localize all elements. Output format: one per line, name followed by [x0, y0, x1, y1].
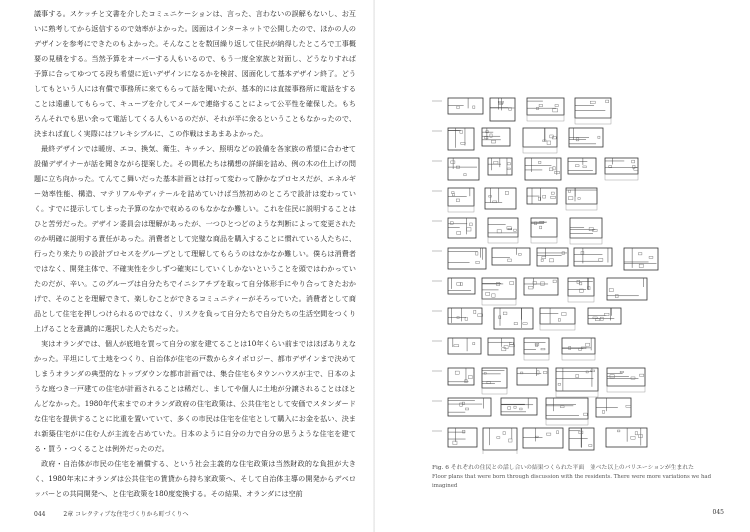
- floor-plan: [588, 308, 621, 324]
- floor-plan: [448, 368, 474, 385]
- floor-plan: [607, 368, 645, 392]
- floor-plan: [574, 248, 612, 266]
- floor-plan: [448, 248, 486, 269]
- plan-row: [432, 368, 645, 397]
- floor-plan: [566, 188, 597, 210]
- floor-plan: [492, 248, 530, 265]
- floor-plan: [448, 158, 479, 180]
- floor-plan: [524, 338, 549, 360]
- floor-plan: [482, 128, 510, 146]
- body-text: [34, 6, 356, 506]
- floor-plan: [448, 128, 474, 150]
- floor-plan: [525, 158, 561, 180]
- floor-plan: [448, 98, 483, 114]
- floor-plan: [448, 338, 481, 354]
- page-number-right: 045: [712, 509, 724, 516]
- floor-plan: [448, 428, 477, 447]
- floor-plan: [501, 398, 537, 415]
- floor-plan: [482, 278, 516, 305]
- page-number-left: 044: [34, 511, 46, 518]
- floor-plan: [524, 278, 558, 295]
- plan-row: [432, 128, 603, 153]
- floor-plan: [494, 308, 533, 329]
- floor-plan: [596, 398, 631, 417]
- floor-plan: [483, 428, 517, 454]
- floor-plan: [537, 248, 568, 266]
- floor-plan: [485, 188, 516, 209]
- plan-row: [432, 428, 647, 454]
- caption-japanese: Fig. 6 それぞれの住民との話し合いの結果つくられた平面 並べた以上のバリエーションが生まれた: [432, 465, 694, 471]
- plan-row: [432, 338, 595, 360]
- plan-row: [432, 158, 638, 180]
- floor-plan: [448, 188, 474, 212]
- floor-plan: [562, 338, 595, 360]
- paragraph: 実はオランダでは、個人が底地を買って自分の家を建てることは10年くらい前まではほぼありえなかった。平坦にして土地をつくり、自治体が住宅の戸数からタイポロジー、都市デザインまで決めてしまうオランダの典型的なトップダウンな都市計画では、集合住宅もタウンハウスが主で、日本のような庭つき一戸建ての住宅が計画されることは稀だし、ましてや個人に土地が分譲されることはほとんどなかった。1980年代末までのオランダ政府の住宅政策は、公共住宅として安価でスタンダードな住宅を提供することに比重を置いていて、多くの市民は住宅を住宅として購入にお金を払い、決まれ新築住宅がに住む人が主流を占めていた。日本のように自分の力で自分の思うような住宅を建てる・買う・つくることは例外だったのだ。: [34, 339, 356, 453]
- paragraph: 議事する。スケッチと文書を介したコミュニケーションは、言った、言わないの誤解もないし、お互いに熟考してから返信するので効率がよかった。図面はインターネットで公開したので、ほかの人のデザインを参考にできたのもよかった。そんなことを数回繰り返して住民が納得したところで工事概要の見積をする。当然予算をオーバーする人もいるので、もう一度全家族と対面し、どうなりすれば予算に合ってゆつてる段ち希望に近いデザインになるかを検討、図面化して基本デザイン終了。どうしてもという人には有償で事務所に来てもらって話を聞いたが、基本的には直接事務所に電話をすることは遠慮してもらって、キューブを介してメールで連絡することによって公平性を確保した。もちろんそれでも思い余って電話してくる人もいるのだが、それが半に余るということもなかったので、決まれば直しく実際にはフレキシブルに、この作戦はまあまあよかった。: [34, 9, 356, 138]
- floor-plan: [448, 218, 476, 238]
- right-page: [375, 0, 750, 532]
- plan-row: [432, 218, 602, 244]
- running-head: 2章 コレクティブな住宅づくりから町づくりへ: [63, 511, 189, 518]
- floor-plan: [523, 128, 557, 153]
- floor-plan: [517, 368, 548, 385]
- floor-plan-figure: [432, 92, 690, 454]
- paragraph: 最終デザインでは暖房、エコ、換気、衛生、キッチン、照明などの設備を各家族の希望に合わせて設備デザイナーが話を聞きながら提案した。その間私たちは構想の詳細を詰め、例の木の仕上げの問題に立ち向かった。てんてこ舞いだった基本計画とは打って変わって静かなプロセスだが、エネルギー効率性能、構造、マテリアルやディテールを詰めていけば当然初めのところで設計は変わっていく。すでに提示してしまった予算のなかで収めるのもなかなか難しい。これを住民に説明することはひと苦労だった。デザイン委員会は理解があったが、一つひとつどのような判断によって変更されたのか明確に説明する責任があった。消費者として完璧な商品を購入することに慣れている人たちに、行ったり来たりの設計プロセスをグループとして理解してもらうのはなかなか難しい。僕らは消費者ではなく、開発主体で、不確実性を少しずつ確実にしていくしかないということを頭ではわかっていたのだが、辛い。このグループは自分たちでイニシアチブを取って自分体形手にやり合ってきたおかげで、そのことを理解できて、楽しむことができるコミュニティーがそろっていた。消費者として商品として住宅を押しつけられるのではなく、リスクを負って自分たちで自分たちの生活空間をつくり上げることを意識的に選択した人たちだった。: [34, 144, 356, 333]
- caption-english: Floor plans that were born through discussion with the residents. There were more variations we had imagined: [432, 474, 712, 489]
- plan-row: [432, 308, 621, 330]
- floor-plan: [568, 278, 594, 302]
- plan-row: [432, 398, 631, 425]
- floor-plan: [624, 248, 658, 270]
- left-footer: [34, 509, 205, 518]
- floor-plan: [569, 428, 594, 450]
- floor-plan: [568, 158, 596, 174]
- floor-plan: [575, 98, 611, 124]
- floor-plan: [605, 158, 638, 180]
- floor-plan: [569, 128, 603, 147]
- floor-plan: [556, 368, 598, 397]
- floor-plan: [448, 398, 491, 416]
- plan-row: [432, 98, 611, 124]
- floor-plan: [488, 158, 512, 175]
- floor-plan: [607, 278, 647, 300]
- floor-plan: [490, 98, 515, 121]
- figure-caption: [432, 464, 712, 491]
- floor-plan: [606, 428, 647, 447]
- floor-plan: [540, 308, 575, 330]
- plan-row: [432, 188, 597, 212]
- floor-plan: [531, 218, 557, 243]
- paragraph: 政府・自治体が市民の住宅を補償する、という社会主義的な住宅政策は当然財政的な負担が大きく、1980年末にオランダは公共住宅の賃貸から持ち家政策へ、そして自治体主導の開発からデベロッパーとの共同開発へ、と住宅政策を180度変換する。その結果、オランダには空前: [34, 459, 356, 498]
- floor-plan: [488, 338, 515, 355]
- floor-plan: [523, 428, 563, 448]
- floor-plan: [448, 308, 483, 324]
- floor-plan: [570, 218, 602, 244]
- floor-plan: [488, 218, 518, 243]
- floor-plan: [527, 98, 564, 121]
- plan-row: [432, 278, 647, 305]
- floor-plan: [448, 278, 475, 294]
- floor-plan: [482, 368, 507, 394]
- floor-plan: [546, 398, 588, 425]
- plan-row: [432, 248, 658, 270]
- floor-plan: [527, 188, 557, 204]
